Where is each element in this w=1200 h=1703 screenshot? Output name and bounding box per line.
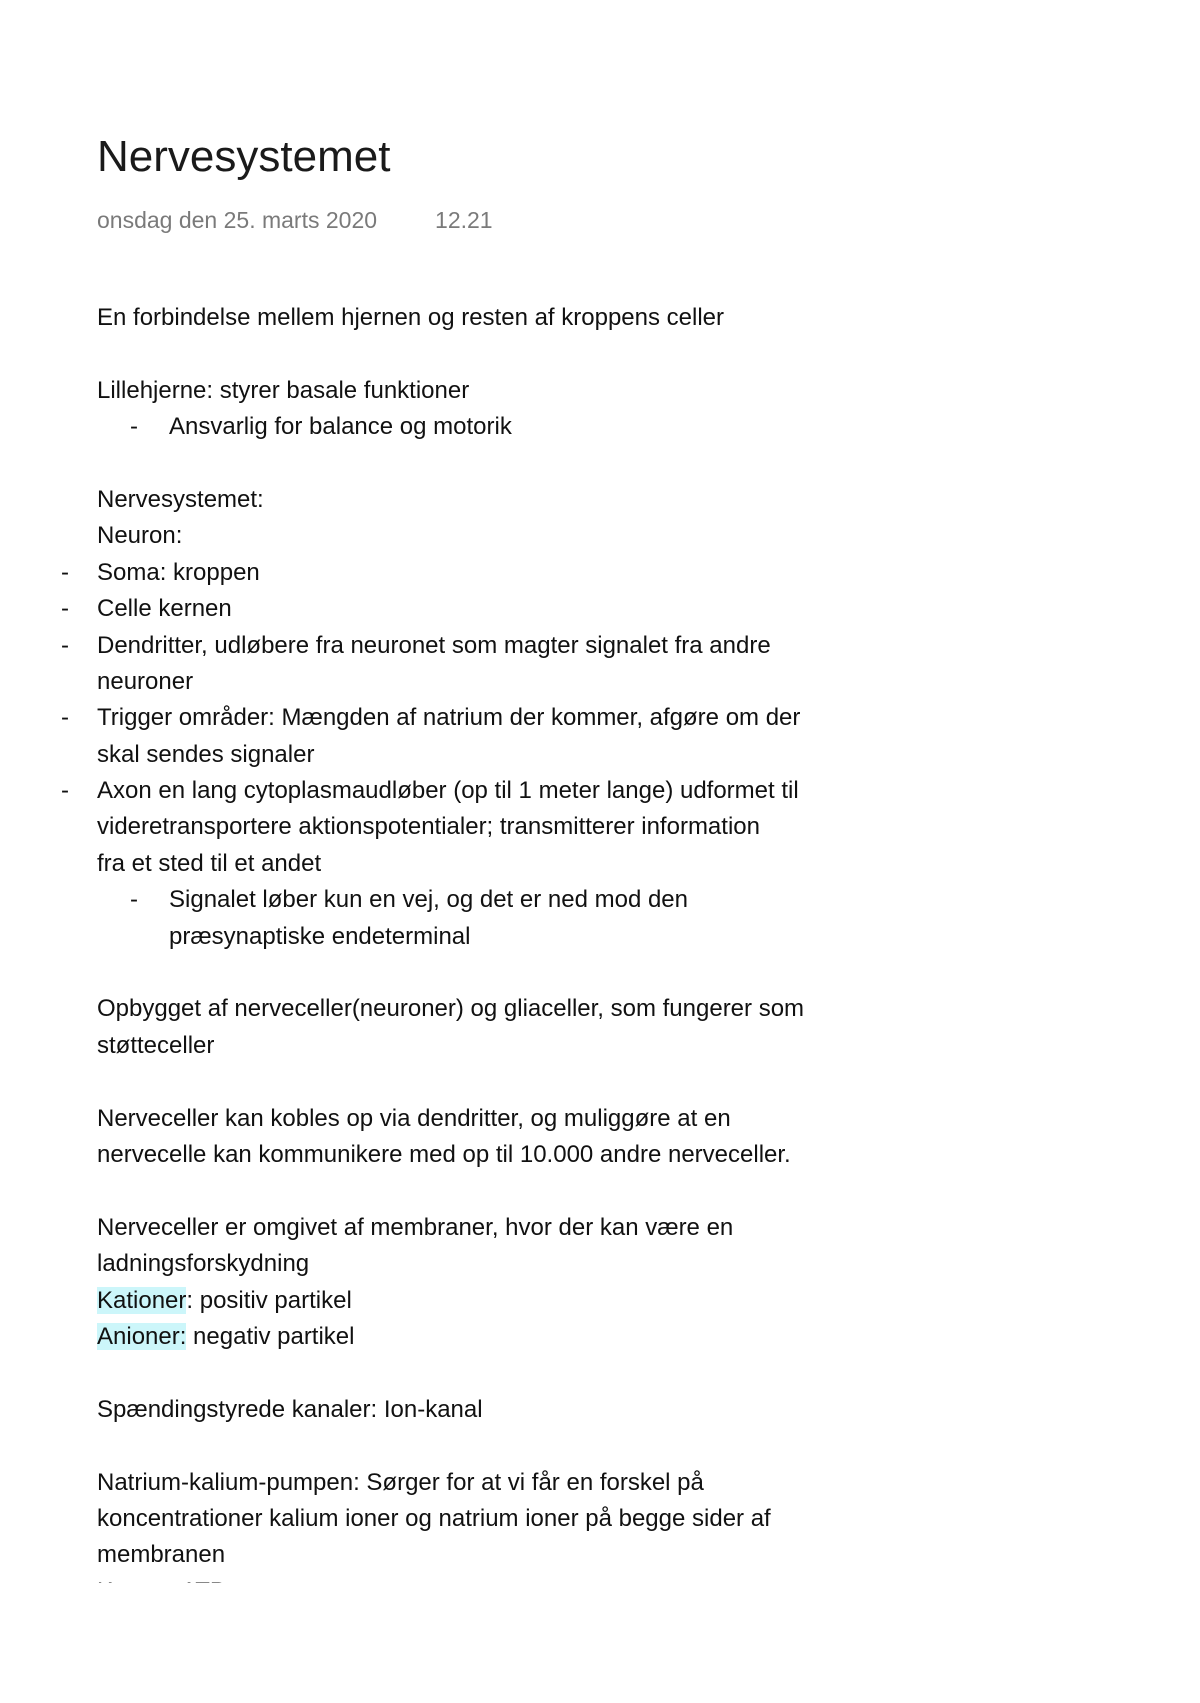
list-item-text: Ansvarlig for balance og motorik bbox=[169, 413, 512, 441]
definition-line bbox=[97, 1283, 957, 1319]
bullet-dash: - bbox=[130, 886, 138, 914]
list-item bbox=[61, 555, 957, 591]
list-item bbox=[61, 628, 957, 664]
bullet-dash: - bbox=[61, 595, 69, 623]
definition-text: negativ partikel bbox=[186, 1322, 355, 1350]
paragraph-line: nervecelle kan kommunikere med op til 10.000 andre nerveceller. bbox=[97, 1140, 791, 1168]
definition-line bbox=[97, 1319, 957, 1355]
list-item bbox=[61, 773, 957, 809]
list-item bbox=[97, 882, 957, 918]
bullet-dash: - bbox=[61, 558, 69, 586]
blank-line bbox=[97, 955, 957, 991]
paragraph-line: Neuron: bbox=[97, 522, 183, 550]
blank-line bbox=[97, 1064, 957, 1100]
paragraph-line: En forbindelse mellem hjernen og resten af kroppens celler bbox=[97, 304, 725, 331]
highlighted-term: Anioner: bbox=[97, 1322, 187, 1350]
list-item-text: Axon en lang cytoplasmaudløber (op til 1 meter lange) udformet til bbox=[97, 777, 799, 805]
page-date: onsdag den 25. marts 2020 bbox=[97, 207, 378, 233]
paragraph-line: Nervesystemet: bbox=[97, 485, 264, 513]
page-time: 12.21 bbox=[435, 207, 493, 233]
blank-line bbox=[97, 1428, 957, 1464]
blank-line bbox=[97, 1173, 957, 1209]
page-metadata bbox=[97, 207, 493, 234]
page-bottom-margin bbox=[0, 1583, 1200, 1703]
list-item-continuation: skal sendes signaler bbox=[97, 740, 315, 768]
list-item-text: Trigger områder: Mængden af natrium der kommer, afgøre om der bbox=[97, 704, 801, 732]
paragraph-line: Lillehjerne: styrer basale funktioner bbox=[97, 376, 470, 404]
paragraph-line: membranen bbox=[97, 1541, 226, 1569]
paragraph-line: ladningsforskydning bbox=[97, 1250, 310, 1278]
paragraph-line: Spændingstyrede kanaler: Ion-kanal bbox=[97, 1395, 483, 1423]
blank-line bbox=[97, 336, 957, 372]
blank-line bbox=[97, 446, 957, 482]
list-item bbox=[61, 700, 957, 736]
paragraph-line: Nerveceller kan kobles op via dendritter, og muliggøre at en bbox=[97, 1104, 731, 1132]
paragraph-line: støtteceller bbox=[97, 1031, 215, 1059]
list-item bbox=[97, 409, 957, 445]
list-item bbox=[61, 591, 957, 627]
page-title: Nervesystemet bbox=[97, 132, 391, 181]
list-item-text: Soma: kroppen bbox=[97, 558, 260, 586]
bullet-dash: - bbox=[61, 777, 69, 805]
list-item-text: Celle kernen bbox=[97, 595, 232, 623]
list-item-text: Signalet løber kun en vej, og det er ned mod den bbox=[169, 886, 688, 914]
note-body bbox=[61, 300, 957, 1610]
bullet-dash: - bbox=[61, 704, 69, 732]
highlighted-term: Kationer bbox=[97, 1286, 187, 1314]
list-item-continuation: fra et sted til et andet bbox=[97, 849, 322, 877]
paragraph-line: Natrium-kalium-pumpen: Sørger for at vi får en forskel på bbox=[97, 1468, 704, 1496]
bullet-dash: - bbox=[130, 413, 138, 441]
list-item-continuation: præsynaptiske endeterminal bbox=[169, 922, 471, 950]
paragraph-line: Opbygget af nerveceller(neuroner) og gliaceller, som fungerer som bbox=[97, 995, 805, 1023]
definition-text: : positiv partikel bbox=[186, 1286, 352, 1314]
paragraph-line: Nerveceller er omgivet af membraner, hvor der kan være en bbox=[97, 1213, 734, 1241]
blank-line bbox=[97, 1355, 957, 1391]
list-item-text: Dendritter, udløbere fra neuronet som magter signalet fra andre bbox=[97, 631, 771, 659]
paragraph-line: koncentrationer kalium ioner og natrium ioner på begge sider af bbox=[97, 1504, 771, 1532]
list-item-continuation: videretransportere aktionspotentialer; transmitterer information bbox=[97, 813, 760, 841]
list-item-continuation: neuroner bbox=[97, 667, 194, 695]
bullet-dash: - bbox=[61, 631, 69, 659]
